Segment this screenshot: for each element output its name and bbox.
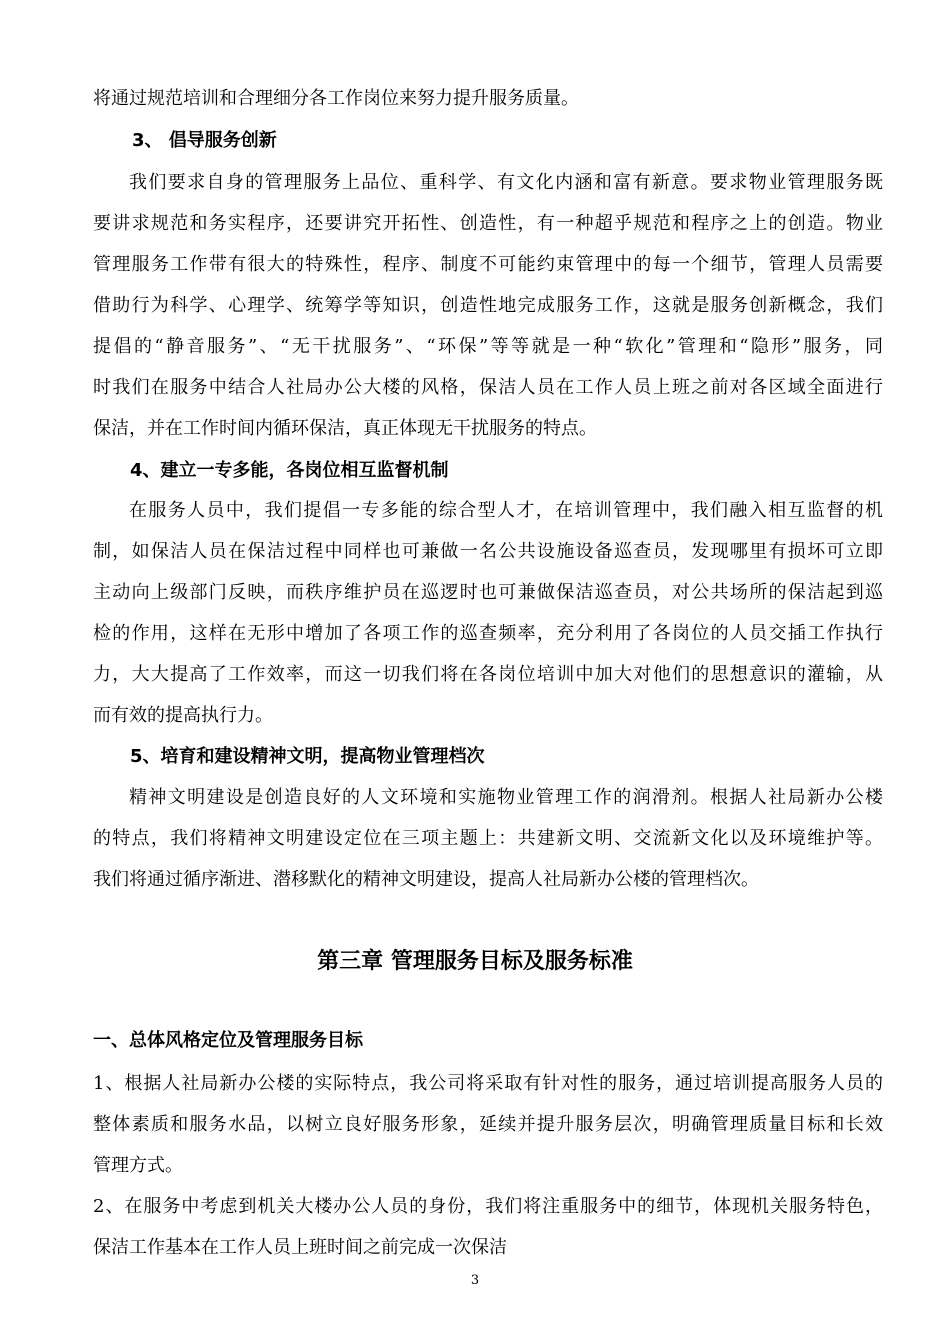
body-text-line: 在服务人员中，我们提倡一专多能的综合型人才，在培训管理中，我们融入相互监督的机 (129, 500, 883, 521)
body-text-line: 的特点，我们将精神文明建设定位在三项主题上：共建新文明、交流新文化以及环境维护等。 (93, 828, 883, 849)
body-text-line: 提倡的“静音服务”、“无干扰服务”、“环保”等等就是一种“软化”管理和“隐形”服务，同 (93, 336, 883, 357)
body-text-line: 我们要求自身的管理服务上品位、重科学、有文化内涵和富有新意。要求物业管理服务既 (129, 172, 883, 193)
body-text-line: 力，大大提高了工作效率，而这一切我们将在各岗位培训中加大对他们的思想意识的灌输，从 (93, 664, 883, 685)
body-text-line: 检的作用，这样在无形中增加了各项工作的巡查频率，充分利用了各岗位的人员交插工作执行 (93, 623, 883, 644)
body-text-line: 管理方式。 (93, 1155, 183, 1176)
section-heading-3: 3、 倡导服务创新 (132, 130, 277, 151)
body-text-line: 借助行为科学、心理学、统筹学等知识，创造性地完成服务工作，这就是服务创新概念，我们 (93, 295, 883, 316)
body-text-line: 我们将通过循序渐进、潜移默化的精神文明建设，提高人社局新办公楼的管理档次。 (93, 869, 759, 890)
body-text-line: 保洁，并在工作时间内循环保洁，真正体现无干扰服务的特点。 (93, 418, 597, 439)
chapter-title: 第三章 管理服务目标及服务标准 (317, 949, 633, 974)
page-number: 3 (470, 1273, 480, 1288)
body-text-line: 主动向上级部门反映，而秩序维护员在巡逻时也可兼做保洁巡查员，对公共场所的保洁起到巡 (93, 582, 883, 603)
body-text-line: 2、在服务中考虑到机关大楼办公人员的身份，我们将注重服务中的细节，体现机关服务特色， (93, 1196, 883, 1217)
body-text-line: 将通过规范培训和合理细分各工作岗位来努力提升服务质量。 (93, 88, 579, 109)
section-heading-5: 5、培育和建设精神文明，提高物业管理档次 (130, 746, 485, 767)
body-text-line: 要讲求规范和务实程序，还要讲究开拓性、创造性，有一种超乎规范和程序之上的创造。物业 (93, 213, 883, 234)
body-text-line: 保洁工作基本在工作人员上班时间之前完成一次保洁 (93, 1237, 507, 1258)
subsection-heading: 一、总体风格定位及管理服务目标 (93, 1030, 363, 1051)
body-text-line: 整体素质和服务水品，以树立良好服务形象，延续并提升服务层次，明确管理质量目标和长效 (93, 1114, 883, 1135)
body-text-line: 而有效的提高执行力。 (93, 705, 273, 726)
body-text-line: 时我们在服务中结合人社局办公大楼的风格，保洁人员在工作人员上班之前对各区域全面进行 (93, 377, 883, 398)
section-heading-4: 4、建立一专多能，各岗位相互监督机制 (130, 460, 449, 481)
body-text-line: 制，如保洁人员在保洁过程中同样也可兼做一名公共设施设备巡查员，发现哪里有损坏可立即 (93, 541, 883, 562)
body-text-line: 管理服务工作带有很大的特殊性，程序、制度不可能约束管理中的每一个细节，管理人员需要 (93, 254, 883, 275)
body-text-line: 1、根据人社局新办公楼的实际特点，我公司将采取有针对性的服务，通过培训提高服务人员的 (93, 1073, 883, 1094)
body-text-line: 精神文明建设是创造良好的人文环境和实施物业管理工作的润滑剂。根据人社局新办公楼 (129, 787, 883, 808)
